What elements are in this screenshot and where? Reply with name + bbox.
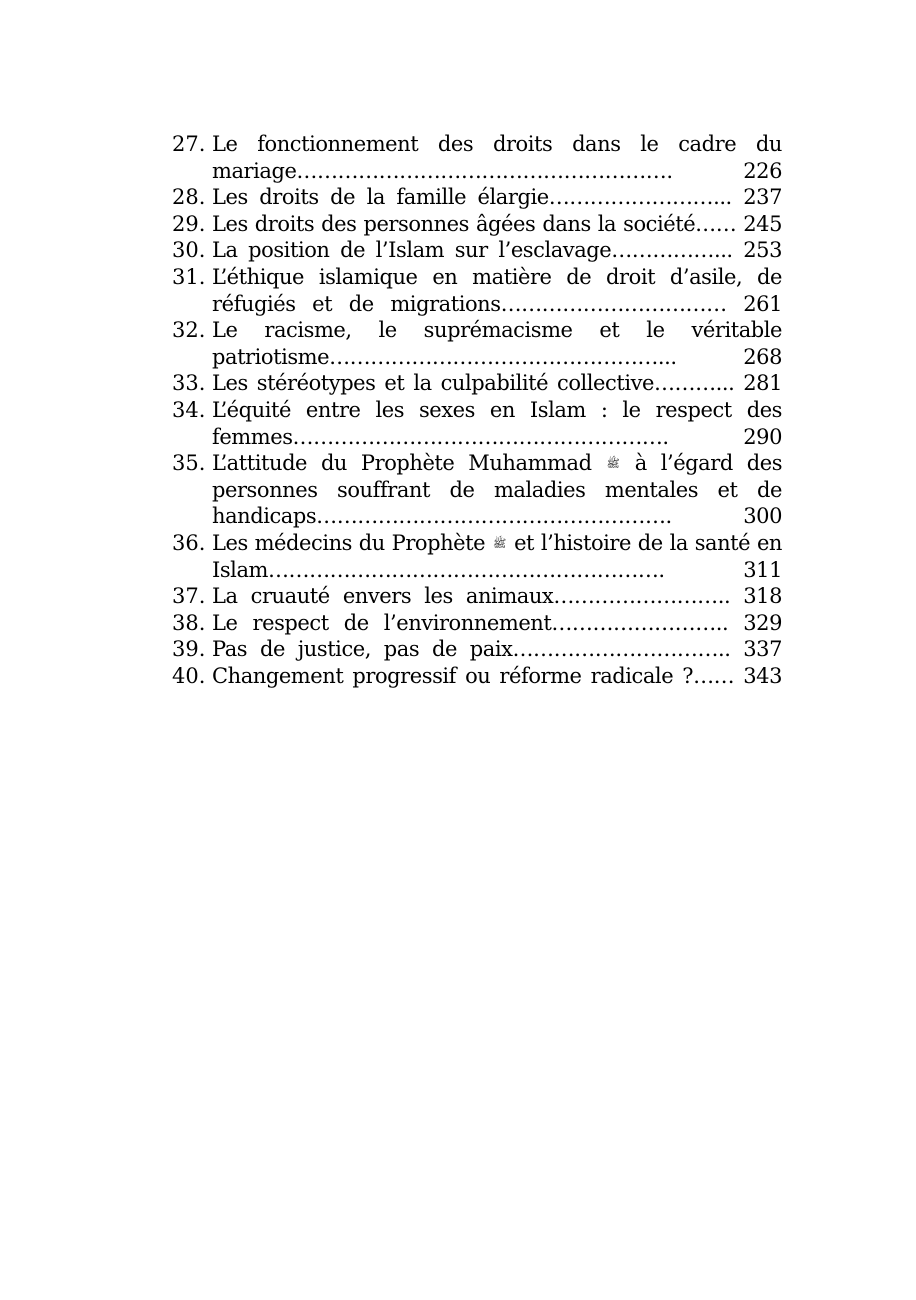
toc-entry-number: 35. [172, 451, 206, 476]
toc-entry-text: Le respect de l’environnement…………………….. 329 [212, 610, 782, 635]
toc-entry-34 [172, 397, 782, 450]
toc-entry-32 [172, 317, 782, 370]
toc-entry-text: Le racisme, le suprémacisme et le véritable patriotisme…………………………………………... 268 [212, 318, 782, 369]
toc-entry-number: 39. [172, 637, 206, 662]
toc-entry-text: L’éthique islamique en matière de droit d’asile, de réfugiés et de migrations…………………………… 261 [212, 264, 782, 316]
toc-entry-number: 33. [172, 371, 206, 396]
toc-entry-text: Les droits des personnes âgées dans la société…… 245 [212, 211, 782, 236]
toc-entry-text: La cruauté envers les animaux…………………….. 318 [212, 584, 782, 609]
toc-entry-text [212, 530, 782, 583]
table-of-contents [172, 131, 782, 689]
toc-entry-27 [172, 131, 782, 184]
toc-entry-text: L’équité entre les sexes en Islam : le respect des femmes………………………………………………. 290 [212, 397, 782, 449]
toc-entry-text-before: Les médecins du Prophète [212, 530, 486, 555]
toc-entry-number: 31. [172, 264, 206, 289]
toc-entry-number: 28. [172, 185, 206, 210]
toc-entry-30 [172, 237, 782, 264]
toc-entry-number: 36. [172, 530, 206, 555]
toc-entry-number: 40. [172, 663, 206, 688]
toc-entry-37 [172, 583, 782, 610]
toc-entry-text-after: à l’égard des personnes souffrant de maladies mentales et de handicaps……………………………………………. 300 [212, 451, 783, 529]
toc-entry-number: 37. [172, 584, 206, 609]
toc-entry-28 [172, 184, 782, 211]
toc-entry-36 [172, 530, 782, 583]
toc-entry-number: 32. [172, 318, 206, 343]
toc-entry-text: Les stéréotypes et la culpabilité collective………... 281 [212, 371, 782, 396]
salawat-honorific-icon: ﷺ [606, 457, 620, 471]
salawat-honorific-icon: ﷺ [492, 536, 507, 550]
toc-entry-text: Les droits de la famille élargie……………………... 237 [212, 185, 782, 210]
toc-entry-text-after: et l’histoire de la santé en Islam…………………………………………………. 311 [212, 530, 782, 582]
toc-entry-31 [172, 264, 782, 317]
toc-entry-39 [172, 636, 782, 663]
toc-entry-text: Le fonctionnement des droits dans le cadre du mariage………………………………………………. 226 [212, 132, 782, 183]
toc-entry-number: 27. [172, 132, 206, 156]
toc-entry-text: Changement progressif ou réforme radicale ?…… 343 [212, 663, 782, 688]
toc-entry-text [212, 450, 782, 530]
toc-entry-text: Pas de justice, pas de paix………………………….. 337 [212, 637, 782, 662]
toc-entry-29 [172, 211, 782, 238]
toc-entry-number: 38. [172, 610, 206, 635]
toc-entry-number: 34. [172, 397, 206, 422]
toc-entry-35 [172, 450, 782, 530]
toc-entry-number: 29. [172, 211, 206, 236]
toc-entry-number: 30. [172, 238, 206, 263]
toc-entry-text: La position de l’Islam sur l’esclavage……………... 253 [212, 238, 782, 263]
toc-entry-text-before: L’attitude du Prophète Muhammad [212, 451, 592, 476]
toc-entry-38 [172, 610, 782, 637]
toc-entry-40 [172, 663, 782, 690]
toc-entry-33 [172, 370, 782, 397]
